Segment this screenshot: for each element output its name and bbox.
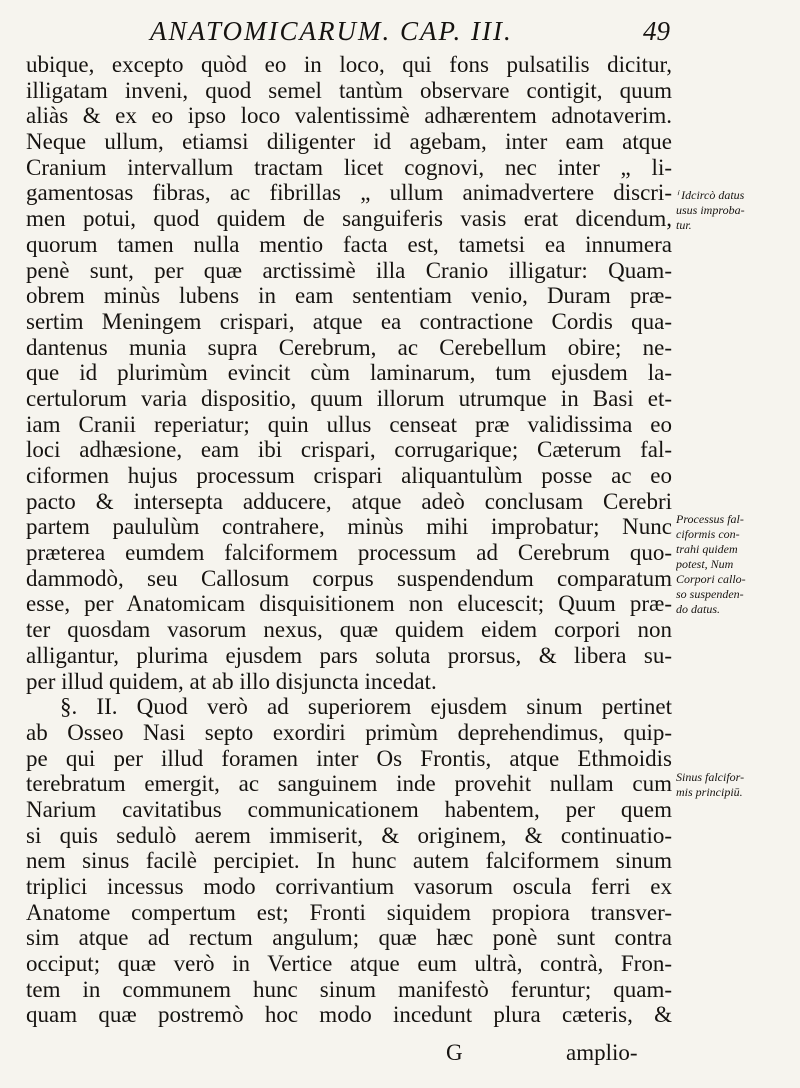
text-line: dammodò, seu Callosum corpus suspendendum comparatum (26, 565, 672, 591)
text-line: ciformen hujus processum crispari aliquantulùm posse ac eo (26, 463, 672, 488)
margin-note (676, 512, 798, 617)
text-line: Narium cavitatibus communicationem habentem, per quem (26, 796, 672, 822)
text-line: pe qui per illud foramen inter Os Frontis, atque Ethmoidis (26, 745, 672, 771)
text-line: sim atque ad rectum angulum; quæ hæc ponè sunt contra (26, 925, 672, 951)
note-line: Corpori callo- (676, 572, 746, 586)
text-line: tem in communem hunc sinum manifestò feruntur; quam- (26, 976, 672, 1002)
note-line: trahi quidem (676, 542, 738, 556)
text-line: triplici incessus modo corrivantium vasorum oscula ferri ex (26, 874, 672, 899)
note-line: Processus fal- (676, 512, 744, 526)
page-number: 49 (643, 16, 670, 46)
text-line: pacto & intersepta adducere, atque adeò conclusam Cerebri (26, 488, 672, 514)
note-line: mis principiū. (676, 785, 743, 799)
text-line: aliàs & ex eo ipso loco valentissimè adhærentem adnotaverim. (26, 103, 672, 129)
note-line: potest, Num (676, 557, 734, 571)
catchword: amplio- (566, 1040, 638, 1065)
text-line: gamentosas fibras, ac fibrillas „ ullum animadvertere discri- (26, 180, 672, 206)
text-line: terebratum emergit, ac sanguinem inde provehit nullam cum (26, 771, 672, 797)
text-line: ter quosdam vasorum nexus, quæ quidem eidem corpori non (26, 617, 672, 643)
text-line: quorum tamen nulla mentio facta est, tametsi ea innumera (26, 231, 672, 257)
text-line: per illud quidem, at ab illo disjuncta incedat. (26, 668, 437, 694)
note-line: do datus. (676, 602, 721, 616)
text-line: Cranium intervallum tractam licet cognovi, nec inter „ li- (26, 154, 672, 180)
signature-mark: G (446, 1040, 463, 1065)
text-line: alligantur, plurima ejusdem pars soluta prorsus, & libera su- (26, 642, 672, 668)
page-footer (0, 1040, 800, 1070)
text-line: ubique, excepto quòd eo in loco, qui fons pulsatilis dicitur, (26, 52, 672, 77)
note-line: tur. (676, 218, 692, 232)
running-title: ANATOMICARUM. CAP. III. (150, 16, 513, 46)
running-header (150, 16, 670, 50)
text-line: obrem minùs lubens in eam sententiam venio, Duram præ- (26, 283, 672, 309)
text-line: loci adhæsione, eam ibi crispari, corrugarique; Cæterum fal- (26, 437, 672, 463)
text-line: penè sunt, per quæ arctissimè illa Cranio illigatur: Quam- (26, 257, 672, 283)
text-line: illigatam inveni, quod semel tantùm observare contigit, quum (26, 77, 672, 103)
text-line: partem paululùm contrahere, minùs mihi improbatur; Nunc (26, 514, 672, 540)
section-start-line: §. II. Quod verò ad superiorem ejusdem sinum pertinet (60, 694, 672, 720)
note-line: so suspenden- (676, 587, 744, 601)
text-line: Neque ullum, etiamsi diligenter id agebam, inter eam atque (26, 129, 672, 155)
text-line: si quis sedulò aerem immiserit, & originem, & continuatio- (26, 822, 672, 848)
text-line: quam quæ postremò hoc modo incedunt plura cæteris, & (26, 1002, 672, 1028)
margin-note (676, 770, 798, 800)
text-line: nem sinus facilè percipiet. In hunc autem falciformem sinum (26, 848, 672, 874)
text-line: que id plurimùm evincit cùm laminarum, tum ejusdem la- (26, 360, 672, 386)
text-line: men potui, quod quidem de sanguiferis vasis erat dicendum, (26, 206, 672, 232)
note-line: usus improba- (676, 203, 745, 217)
text-line: ab Osseo Nasi septo exordiri primùm deprehendimus, quip- (26, 719, 672, 745)
text-line: occiput; quæ verò in Vertice atque eum ultrà, contrà, Fron- (26, 951, 672, 977)
text-line: iam Cranii reperiatur; quin ullus censeat præ validissima eo (26, 411, 672, 437)
text-line: esse, per Anatomicam disquisitionem non elucescit; Quum præ- (26, 591, 672, 617)
text-line: Anatome compertum est; Fronti siquidem propiora transver- (26, 899, 672, 925)
main-text (26, 52, 672, 1028)
margin-note (676, 188, 798, 233)
text-line: dantenus munia supra Cerebrum, ac Cerebellum obire; ne- (26, 334, 672, 360)
note-line: ciformis con- (676, 527, 740, 541)
note-line: ⁱ Idcircò datus (676, 188, 745, 202)
text-line: sertim Meningem crispari, atque ea contractione Cordis qua- (26, 308, 672, 334)
note-line: Sinus falcifor- (676, 770, 745, 784)
text-line: præterea eumdem falciformem processum ad Cerebrum quo- (26, 540, 672, 566)
text-line: certulorum varia dispositio, quum illorum utrumque in Basi et- (26, 385, 672, 411)
